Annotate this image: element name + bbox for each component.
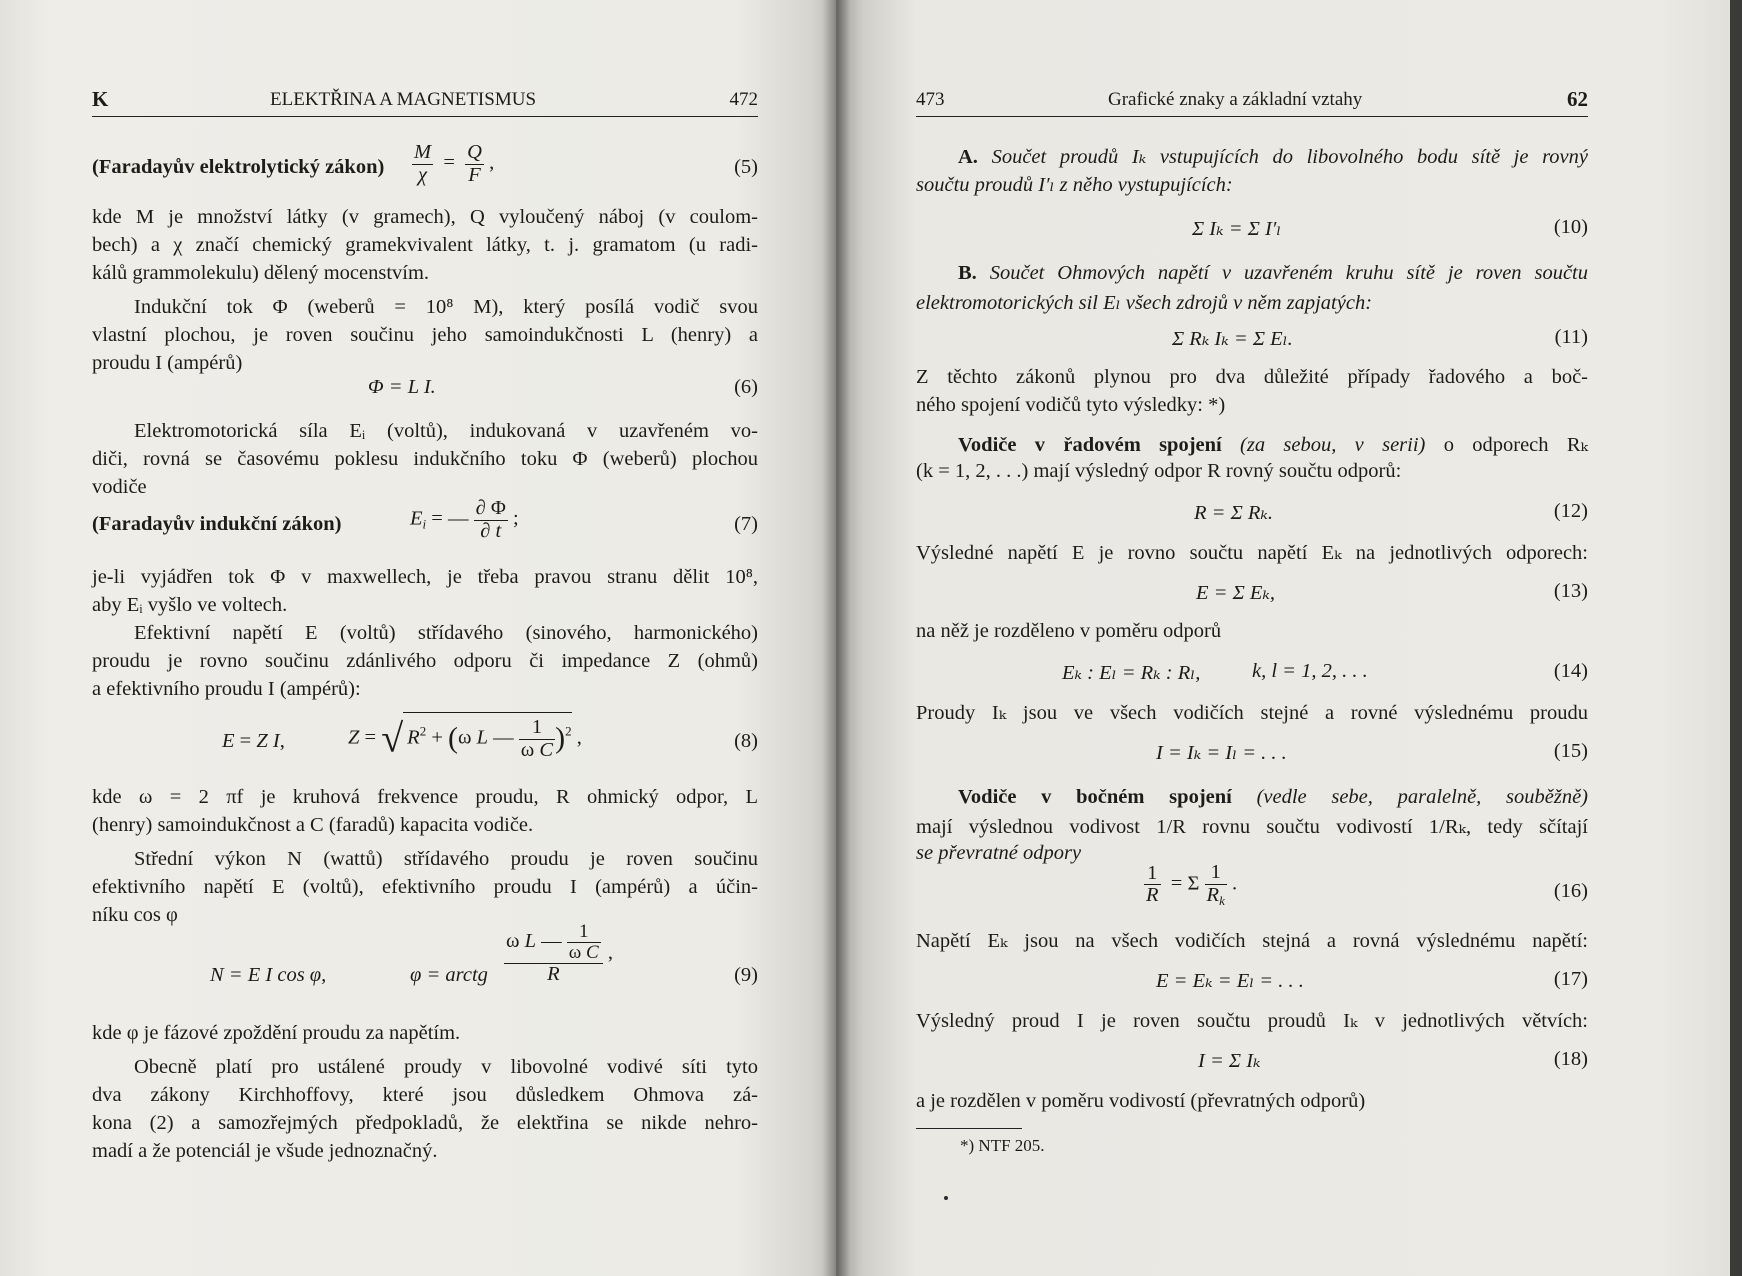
text-line: Výsledné napětí E je rovno součtu napětí Eₖ na jednotlivých odporech: [916, 542, 1588, 564]
equation-body: I = Iₖ = Iₗ = . . . [1156, 742, 1287, 764]
equation-number: (8) [734, 730, 758, 752]
equation-number: (9) [734, 964, 758, 986]
series-paren: (za sebou, v serii) [1240, 434, 1426, 456]
equation-body: R = Σ Rₖ. [1194, 502, 1274, 524]
text-line: ného spojení vodičů tyto výsledky: *) [916, 394, 1226, 416]
text-line: vodiče [92, 476, 147, 498]
equation-11 [916, 326, 1588, 354]
equation-12 [916, 500, 1588, 528]
text-line: Střední výkon N (wattů) střídavého proudu je roven součinu [134, 848, 758, 870]
equation-6 [92, 376, 758, 404]
equation-17 [916, 968, 1588, 996]
law-letter: A. [958, 146, 978, 168]
equation-index: k, l = 1, 2, . . . [1252, 660, 1368, 682]
text-line: efektivního napětí E (voltů), efektivního proudu I (ampérů) a účin- [92, 876, 758, 898]
text-line: kde φ je fázové zpoždění proudu za napětím. [92, 1022, 461, 1044]
text-line: kde M je množství látky (v gramech), Q vyloučený náboj (v coulom- [92, 206, 758, 228]
parallel-paren: (vedle sebe, paralelně, souběžně) [1256, 786, 1588, 808]
law-text: Součet proudů Iₖ vstupujících do libovolného bodu sítě je rovný [991, 146, 1589, 168]
text-line: součtu proudů I′ₗ z něho vystupujících: [916, 174, 1233, 196]
text-line: Napětí Eₖ jsou na všech vodičích stejná a rovná výslednému napětí: [916, 930, 1588, 952]
equation-number: (6) [734, 376, 758, 398]
parallel-heading [916, 786, 1588, 809]
equation-body: E = Σ Eₖ, [1196, 582, 1276, 604]
equation-number: (13) [1553, 580, 1588, 602]
text-line: Efektivní napětí E (voltů) střídavého (sinového, harmonického) [134, 622, 758, 644]
running-title: ELEKTŘINA A MAGNETISMUS [270, 89, 537, 110]
equation-13 [916, 580, 1588, 608]
print-speck [944, 1196, 948, 1200]
law-text: Součet Ohmových napětí v uzavřeném kruhu sítě je roven součtu [989, 262, 1588, 284]
series-tail: o odporech Rₖ [1443, 434, 1588, 456]
text-line: a je rozdělen v poměru vodivostí (převratných odporů) [916, 1090, 1366, 1112]
text-line: kálů grammolekulu) dělený mocenstvím. [92, 262, 430, 284]
text-line: diči, rovná se časovému poklesu indukčního toku Φ (weberů) plochou [92, 448, 758, 470]
equation-15 [916, 740, 1588, 768]
equation-7: (Faradayův indukční zákon) $E_i$ = — $\frac{\partial \Phi}{\partial t}$ ; (7) [92, 497, 758, 542]
right-page [836, 0, 1730, 1276]
left-running-header [92, 88, 758, 117]
equation-number: (5) [734, 156, 758, 178]
text-line: aby Eᵢ vyšlo ve voltech. [92, 594, 288, 616]
equation-number: (7) [734, 513, 758, 535]
footnote: *) NTF 205. [960, 1136, 1045, 1155]
equation-body: I = Σ Iₖ [1198, 1050, 1261, 1072]
text-line: proudu je rovno součinu zdánlivého odporu či impedance Z (ohmů) [92, 650, 758, 672]
text-line: madí a že potenciál je všude jednoznačný. [92, 1140, 438, 1162]
section-number: 62 [1567, 87, 1588, 111]
equation-body: Eₖ : Eₗ = Rₖ : Rₗ, [1062, 662, 1201, 684]
running-title: Grafické znaky a základní vztahy [1108, 89, 1363, 110]
equation-10 [916, 216, 1588, 244]
law-b [916, 262, 1588, 285]
equation-label: (Faradayův indukční zákon) [92, 513, 342, 535]
equation-body: Σ Iₖ = Σ I′ₗ [1192, 218, 1282, 240]
series-heading [916, 432, 1588, 457]
equation-number: (17) [1553, 968, 1588, 990]
text-line: kona (2) a samozřejmých předpokladů, že elektřina se nikde nehro- [92, 1112, 758, 1134]
text-line: Obecně platí pro ustálené proudy v libovolné vodivé síti tyto [134, 1056, 758, 1078]
text-line: níku cos φ [92, 904, 178, 926]
left-page [0, 0, 836, 1276]
equation-5: (Faradayův elektrolytický zákon) $\frac{M}{\chi}$ = $\frac{Q}{F}$ , (5) [92, 141, 758, 186]
equation-number: (15) [1553, 740, 1588, 762]
parallel-title: Vodiče v bočném spojení [958, 786, 1232, 808]
equation-label: (Faradayův elektrolytický zákon) [92, 156, 385, 178]
page-edge [1730, 0, 1742, 1276]
text-line: bech) a χ značí chemický gramekvivalent látky, t. j. gramatom (u radi- [92, 234, 758, 256]
text-line: (henry) samoindukčnost a C (faradů) kapacita vodiče. [92, 814, 534, 836]
footnote-rule [916, 1128, 1022, 1129]
law-a [916, 144, 1588, 169]
text-line: proudu I (ampérů) [92, 352, 243, 374]
text-line: na něž je rozděleno v poměru odporů [916, 620, 1222, 642]
equation-number: (18) [1553, 1048, 1588, 1070]
text-line: kde ω = 2 πf je kruhová frekvence proudu, R ohmický odpor, L [92, 786, 758, 808]
equation-18 [916, 1048, 1588, 1076]
book-gutter [822, 0, 850, 1276]
series-title: Vodiče v řadovém spojení [958, 434, 1222, 456]
text-line: elektromotorických sil Eₗ všech zdrojů v něm zapjatých: [916, 292, 1373, 314]
text-line: Proudy Iₖ jsou ve všech vodičích stejné a rovné výslednému proudu [916, 702, 1588, 724]
right-running-header [916, 88, 1588, 117]
text-line: Výsledný proud I je roven součtu proudů Iₖ v jednotlivých větvích: [916, 1010, 1588, 1032]
text-line: Indukční tok Φ (weberů = 10⁸ M), který posílá vodič svou [134, 296, 758, 318]
text-line: a efektivního proudu I (ampérů): [92, 678, 361, 700]
text-line: vlastní plochou, je roven součinu jeho samoindukčnosti L (henry) a [92, 324, 758, 346]
equation-number: (11) [1554, 326, 1588, 348]
equation-8: E = Z I, Z = √ $R^2 + (\omega$ L — $\frac{1}{\text{ω C}}$ )$^2$ , (8) [92, 712, 758, 774]
equation-body: Φ = L I. [368, 376, 436, 398]
equation-16: $\frac{1}{R}$ = Σ $\frac{1}{R_k}$ . (16) [1146, 861, 1588, 908]
page-number: 473 [916, 89, 945, 110]
text-line: (k = 1, 2, . . .) mají výsledný odpor R rovný součtu odporů: [916, 460, 1402, 482]
text-line: mají výslednou vodivost 1/R rovnu součtu vodivostí 1/Rₖ, tedy sčítají [916, 816, 1588, 838]
text-line: Z těchto zákonů plynou pro dva důležité případy řadového a boč- [916, 366, 1588, 388]
equation-phi: φ = arctg [410, 964, 488, 986]
equation-number: (14) [1553, 660, 1588, 682]
text-line: je-li vyjádřen tok Φ v maxwellech, je třeba pravou stranu dělit 10⁸, [92, 566, 758, 588]
equation-body: Σ Rₖ Iₖ = Σ Eₗ. [1172, 328, 1293, 350]
equation-14 [916, 660, 1588, 688]
text-line: Elektromotorická síla Eᵢ (voltů), indukovaná v uzavřeném vo- [134, 420, 758, 442]
law-letter: B. [958, 262, 977, 284]
section-letter: K [92, 87, 109, 111]
text-line: se převratné odpory [916, 842, 1082, 864]
equation-number: (16) [1553, 880, 1588, 902]
equation-body: N = E I cos φ, [210, 964, 327, 986]
equation-number: (12) [1553, 500, 1588, 522]
text-line: dva zákony Kirchhoffovy, které jsou důsledkem Ohmova zá- [92, 1084, 758, 1106]
equation-number: (10) [1553, 216, 1588, 238]
equation-body: E = Eₖ = Eₗ = . . . [1156, 970, 1304, 992]
equation-9: N = E I cos φ, φ = arctg ω L — $\frac{1}{\text{ω C}}$ R , (9) [210, 921, 758, 986]
page-number: 472 [729, 89, 758, 110]
